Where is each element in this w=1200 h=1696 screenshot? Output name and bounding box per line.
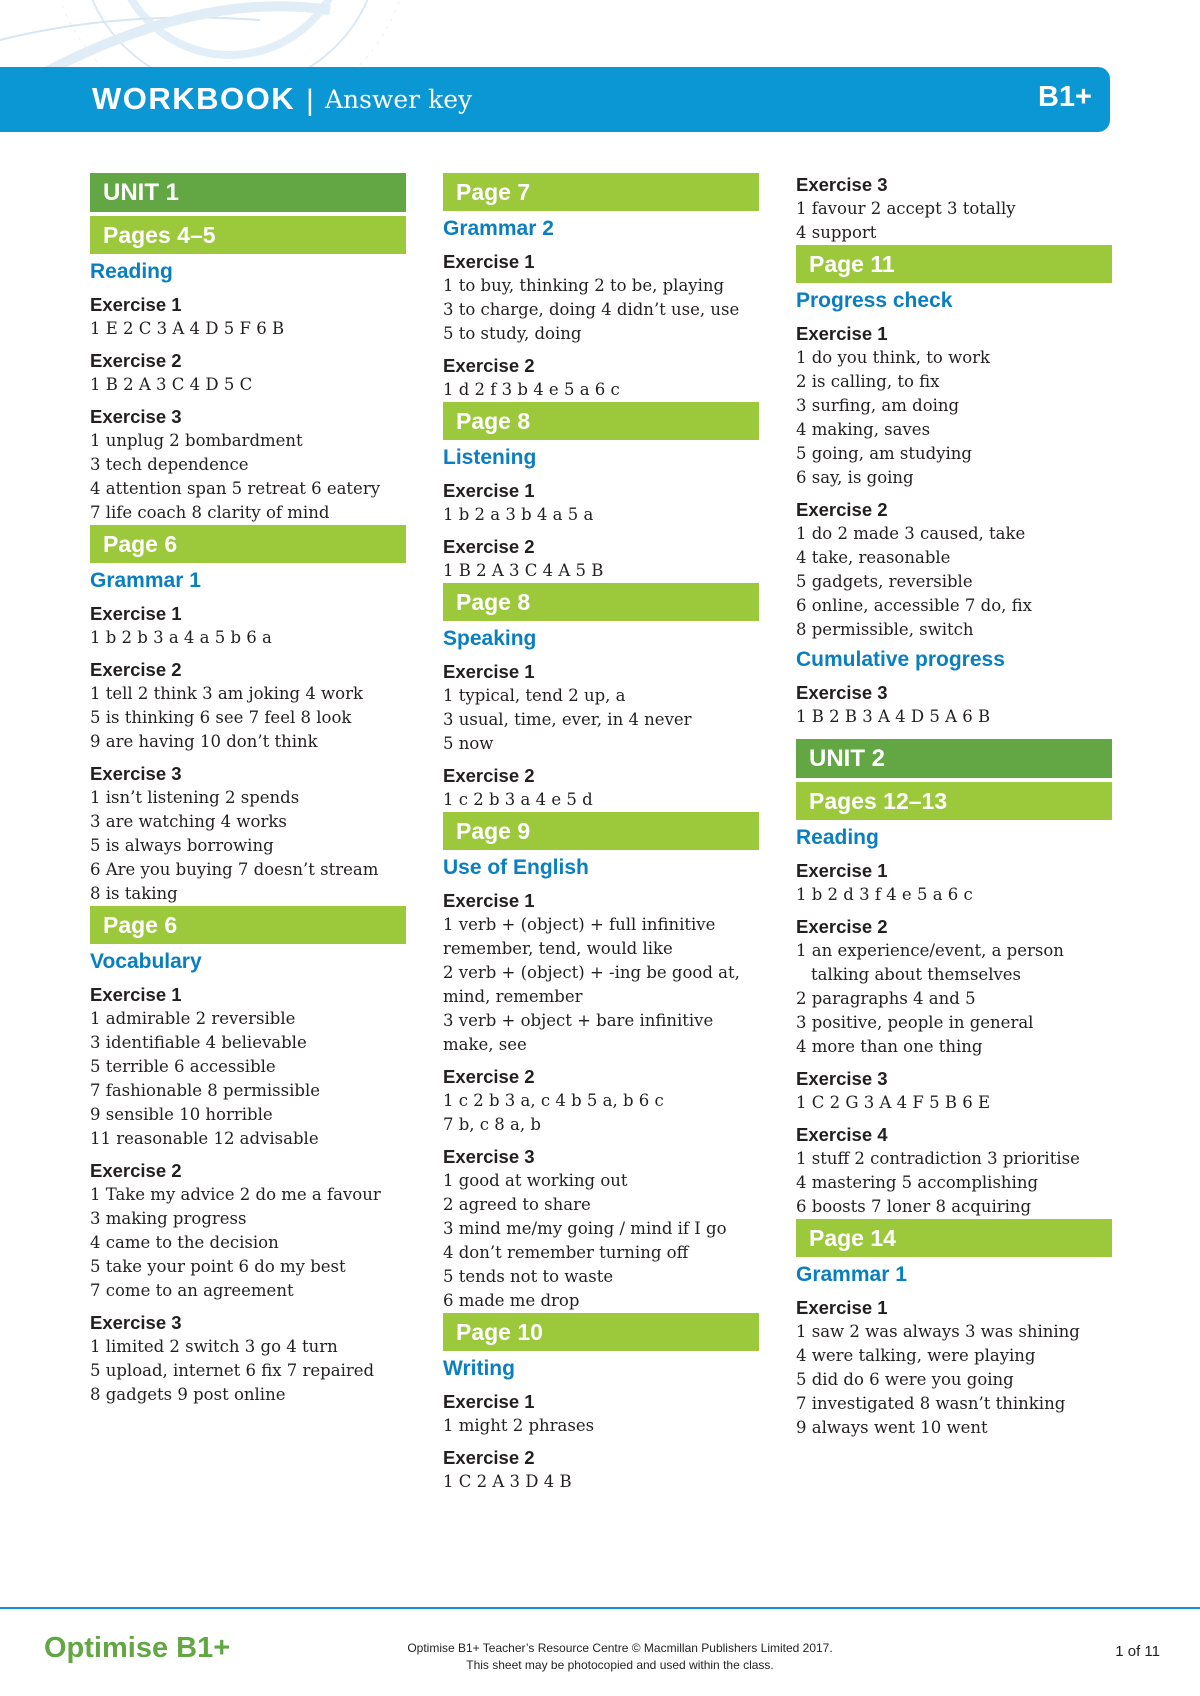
page-heading: Page 11: [796, 245, 1112, 283]
exercise-title: Exercise 2: [90, 1160, 182, 1181]
answer-line: 1 B 2 A 3 C 4 A 5 B: [443, 561, 604, 580]
exercise-title: Exercise 2: [443, 1447, 535, 1468]
exercise-title: Exercise 2: [796, 916, 888, 937]
exercise-block: [443, 250, 759, 346]
exercise-block: [90, 1159, 406, 1303]
answer-line: 1 do you think, to work: [796, 348, 991, 367]
exercise-block: [443, 1390, 759, 1438]
answer-line: 5 is thinking 6 see 7 feel 8 look: [90, 708, 352, 727]
exercise-title: Exercise 1: [443, 1391, 535, 1412]
answer-line: 5 now: [443, 734, 494, 753]
copyright-line-2: This sheet may be photocopied and used within the class.: [466, 1658, 774, 1672]
answer-line: 2 paragraphs 4 and 5: [796, 989, 976, 1008]
section-heading: Vocabulary: [90, 950, 202, 973]
exercise-title: Exercise 2: [796, 499, 888, 520]
answer-line: 5 take your point 6 do my best: [90, 1257, 346, 1276]
answer-line: 1 C 2 G 3 A 4 F 5 B 6 E: [796, 1093, 991, 1112]
answer-line: 5 gadgets, reversible: [796, 572, 973, 591]
answer-line: 1 limited 2 switch 3 go 4 turn: [90, 1337, 338, 1356]
exercise-title: Exercise 3: [443, 1146, 535, 1167]
answer-line: 2 verb + (object) + -ing be good at,: [443, 963, 740, 982]
answer-line: 1 typical, tend 2 up, a: [443, 686, 626, 705]
exercise-block: [796, 173, 1112, 245]
section-heading: Cumulative progress: [796, 648, 1005, 671]
exercise-block: [90, 1311, 406, 1407]
answer-line: 5 to study, doing: [443, 324, 582, 343]
answer-line: 7 life coach 8 clarity of mind: [90, 503, 330, 522]
page-heading: Page 6: [90, 906, 406, 944]
section-heading: Grammar 1: [90, 569, 201, 592]
exercise-title: Exercise 1: [443, 890, 535, 911]
exercise-block: [443, 1446, 759, 1494]
exercise-block: [90, 405, 406, 525]
exercise-block: [443, 660, 759, 756]
answer-line: 4 were talking, were playing: [796, 1346, 1036, 1365]
exercise-title: Exercise 2: [443, 1066, 535, 1087]
answer-line: 4 don’t remember turning off: [443, 1243, 689, 1262]
header-bar: [0, 67, 1110, 132]
answer-line: 1 E 2 C 3 A 4 D 5 F 6 B: [90, 319, 285, 338]
answer-line: 1 C 2 A 3 D 4 B: [443, 1472, 572, 1491]
answer-line: 6 online, accessible 7 do, fix: [796, 596, 1032, 615]
answer-line: 3 verb + object + bare infinitive: [443, 1011, 714, 1030]
answer-line: remember, tend, would like: [443, 939, 673, 958]
exercise-block: [443, 1145, 759, 1313]
answer-line: 1 Take my advice 2 do me a favour: [90, 1185, 381, 1204]
answer-line: 7 investigated 8 wasn’t thinking: [796, 1394, 1066, 1413]
copyright-line-1: Optimise B1+ Teacher’s Resource Centre © Macmillan Publishers Limited 2017.: [407, 1641, 833, 1655]
page-heading: Page 8: [443, 402, 759, 440]
exercise-block: [90, 349, 406, 397]
exercise-block: [796, 1067, 1112, 1115]
page-heading: Page 6: [90, 525, 406, 563]
exercise-block: [796, 322, 1112, 490]
answer-line: 1 B 2 A 3 C 4 D 5 C: [90, 375, 253, 394]
answer-line: 9 are having 10 don’t think: [90, 732, 318, 751]
exercise-block: [796, 681, 1112, 729]
answer-line: 4 came to the decision: [90, 1233, 279, 1252]
section-heading: Grammar 2: [443, 217, 554, 240]
answer-line: 4 take, reasonable: [796, 548, 951, 567]
exercise-block: [443, 889, 759, 1057]
unit-heading: UNIT 2: [796, 739, 1112, 778]
exercise-title: Exercise 3: [90, 406, 182, 427]
exercise-title: Exercise 2: [90, 350, 182, 371]
page-heading: Page 8: [443, 583, 759, 621]
exercise-title: Exercise 1: [443, 661, 535, 682]
page-heading: Pages 12–13: [796, 782, 1112, 820]
answer-line: 4 support: [796, 223, 877, 242]
answer-line: 1 unplug 2 bombardment: [90, 431, 303, 450]
answer-line: 7 fashionable 8 permissible: [90, 1081, 321, 1100]
answer-line: 3 are watching 4 works: [90, 812, 287, 831]
footer-copyright: [380, 1640, 860, 1674]
page-heading: Page 7: [443, 173, 759, 211]
footer-logo: Optimise B1+: [44, 1632, 231, 1664]
answer-line: 4 more than one thing: [796, 1037, 983, 1056]
section-heading: Reading: [90, 260, 173, 283]
answer-line: 1 stuff 2 contradiction 3 prioritise: [796, 1149, 1080, 1168]
page-heading: Pages 4–5: [90, 216, 406, 254]
section-heading: Speaking: [443, 627, 537, 650]
page-heading: Page 10: [443, 1313, 759, 1351]
section-heading: Writing: [443, 1357, 515, 1380]
answer-line: 1 isn’t listening 2 spends: [90, 788, 300, 807]
exercise-block: [796, 498, 1112, 642]
answer-line: mind, remember: [443, 987, 583, 1006]
footer-rule: [0, 1607, 1200, 1609]
column-3: [796, 173, 1112, 1440]
exercise-block: [90, 983, 406, 1151]
answer-line: 1 saw 2 was always 3 was shining: [796, 1322, 1080, 1341]
answer-line: 1 c 2 b 3 a 4 e 5 d: [443, 790, 593, 809]
exercise-title: Exercise 2: [443, 536, 535, 557]
exercise-block: [443, 535, 759, 583]
exercise-title: Exercise 3: [796, 174, 888, 195]
answer-line: 1 favour 2 accept 3 totally: [796, 199, 1016, 218]
exercise-block: [90, 762, 406, 906]
section-heading: Use of English: [443, 856, 589, 879]
answer-line: 1 do 2 made 3 caused, take: [796, 524, 1026, 543]
answer-line: 1 might 2 phrases: [443, 1416, 595, 1435]
exercise-block: [796, 859, 1112, 907]
answer-line: 1 c 2 b 3 a, c 4 b 5 a, b 6 c: [443, 1091, 664, 1110]
exercise-title: Exercise 1: [443, 251, 535, 272]
answer-line: 8 is taking: [90, 884, 178, 903]
answer-line: 3 usual, time, ever, in 4 never: [443, 710, 692, 729]
exercise-block: [443, 354, 759, 402]
page-heading: Page 9: [443, 812, 759, 850]
exercise-block: [90, 658, 406, 754]
answer-line: 2 agreed to share: [443, 1195, 591, 1214]
answer-line: 4 mastering 5 accomplishing: [796, 1173, 1039, 1192]
answer-line: 3 making progress: [90, 1209, 247, 1228]
exercise-block: [443, 479, 759, 527]
answer-line: 2 is calling, to fix: [796, 372, 940, 391]
answer-line: 1 admirable 2 reversible: [90, 1009, 296, 1028]
answer-line: 9 always went 10 went: [796, 1418, 988, 1437]
exercise-title: Exercise 3: [90, 763, 182, 784]
answer-line: 1 an experience/event, a person: [796, 941, 1064, 960]
answer-line: 5 is always borrowing: [90, 836, 274, 855]
exercise-block: [90, 293, 406, 341]
exercise-block: [796, 1123, 1112, 1219]
exercise-block: [796, 915, 1112, 1059]
answer-line: 11 reasonable 12 advisable: [90, 1129, 319, 1148]
answer-line: 3 identifiable 4 believable: [90, 1033, 307, 1052]
answer-line: 1 B 2 B 3 A 4 D 5 A 6 B: [796, 707, 991, 726]
answer-line: 8 gadgets 9 post online: [90, 1385, 286, 1404]
header-title: WORKBOOK: [92, 81, 296, 116]
answer-line: 3 mind me/my going / mind if I go: [443, 1219, 727, 1238]
answer-line: 1 d 2 f 3 b 4 e 5 a 6 c: [443, 380, 620, 399]
section-heading: Reading: [796, 826, 879, 849]
column-2: [443, 173, 759, 1494]
answer-line: 3 to charge, doing 4 didn’t use, use: [443, 300, 740, 319]
answer-line: make, see: [443, 1035, 527, 1054]
answer-line: 5 tends not to waste: [443, 1267, 614, 1286]
answer-line: 5 upload, internet 6 fix 7 repaired: [90, 1361, 375, 1380]
exercise-title: Exercise 2: [443, 355, 535, 376]
answer-line: 1 b 2 d 3 f 4 e 5 a 6 c: [796, 885, 973, 904]
exercise-title: Exercise 1: [90, 294, 182, 315]
answer-line: 4 making, saves: [796, 420, 931, 439]
spacer: [796, 729, 1112, 739]
exercise-title: Exercise 1: [796, 1297, 888, 1318]
answer-line: 1 verb + (object) + full infinitive: [443, 915, 716, 934]
answer-line: 7 come to an agreement: [90, 1281, 294, 1300]
section-heading: Grammar 1: [796, 1263, 907, 1286]
answer-line: 6 boosts 7 loner 8 acquiring: [796, 1197, 1032, 1216]
exercise-block: [443, 764, 759, 812]
answer-line: 1 b 2 a 3 b 4 a 5 a: [443, 505, 594, 524]
answer-line: 9 sensible 10 horrible: [90, 1105, 273, 1124]
answer-line: 7 b, c 8 a, b: [443, 1115, 541, 1134]
footer-page-number: 1 of 11: [1115, 1643, 1160, 1660]
header-level: B1+: [1037, 81, 1092, 113]
header-separator: |: [306, 84, 314, 117]
answer-line: 5 going, am studying: [796, 444, 972, 463]
exercise-block: [796, 1296, 1112, 1440]
answer-line: 5 did do 6 were you going: [796, 1370, 1014, 1389]
answer-line: 3 tech dependence: [90, 455, 249, 474]
page-heading: Page 14: [796, 1219, 1112, 1257]
exercise-title: Exercise 2: [443, 765, 535, 786]
unit-heading: UNIT 1: [90, 173, 406, 212]
answer-line: 6 made me drop: [443, 1291, 580, 1310]
exercise-title: Exercise 3: [90, 1312, 182, 1333]
exercise-title: Exercise 2: [90, 659, 182, 680]
answer-line: 1 to buy, thinking 2 to be, playing: [443, 276, 725, 295]
answer-line: 3 positive, people in general: [796, 1013, 1034, 1032]
section-heading: Listening: [443, 446, 537, 469]
answer-line: 1 good at working out: [443, 1171, 628, 1190]
answer-line: 8 permissible, switch: [796, 620, 974, 639]
answer-line: 4 attention span 5 retreat 6 eatery: [90, 479, 381, 498]
exercise-title: Exercise 1: [443, 480, 535, 501]
answer-line: 1 tell 2 think 3 am joking 4 work: [90, 684, 363, 703]
answer-line: talking about themselves: [811, 965, 1022, 984]
answer-line: 6 Are you buying 7 doesn’t stream: [90, 860, 379, 879]
section-heading: Progress check: [796, 289, 953, 312]
exercise-title: Exercise 3: [796, 1068, 888, 1089]
answer-line: 6 say, is going: [796, 468, 914, 487]
exercise-title: Exercise 1: [90, 984, 182, 1005]
exercise-block: [443, 1065, 759, 1137]
exercise-title: Exercise 3: [796, 682, 888, 703]
answer-line: 1 b 2 b 3 a 4 a 5 b 6 a: [90, 628, 272, 647]
answer-line: 5 terrible 6 accessible: [90, 1057, 276, 1076]
column-1: [90, 173, 406, 1407]
header-subtitle: Answer key: [325, 85, 473, 114]
exercise-block: [90, 602, 406, 650]
answer-line: 3 surfing, am doing: [796, 396, 960, 415]
exercise-title: Exercise 4: [796, 1124, 888, 1145]
exercise-title: Exercise 1: [90, 603, 182, 624]
exercise-title: Exercise 1: [796, 860, 888, 881]
exercise-title: Exercise 1: [796, 323, 888, 344]
